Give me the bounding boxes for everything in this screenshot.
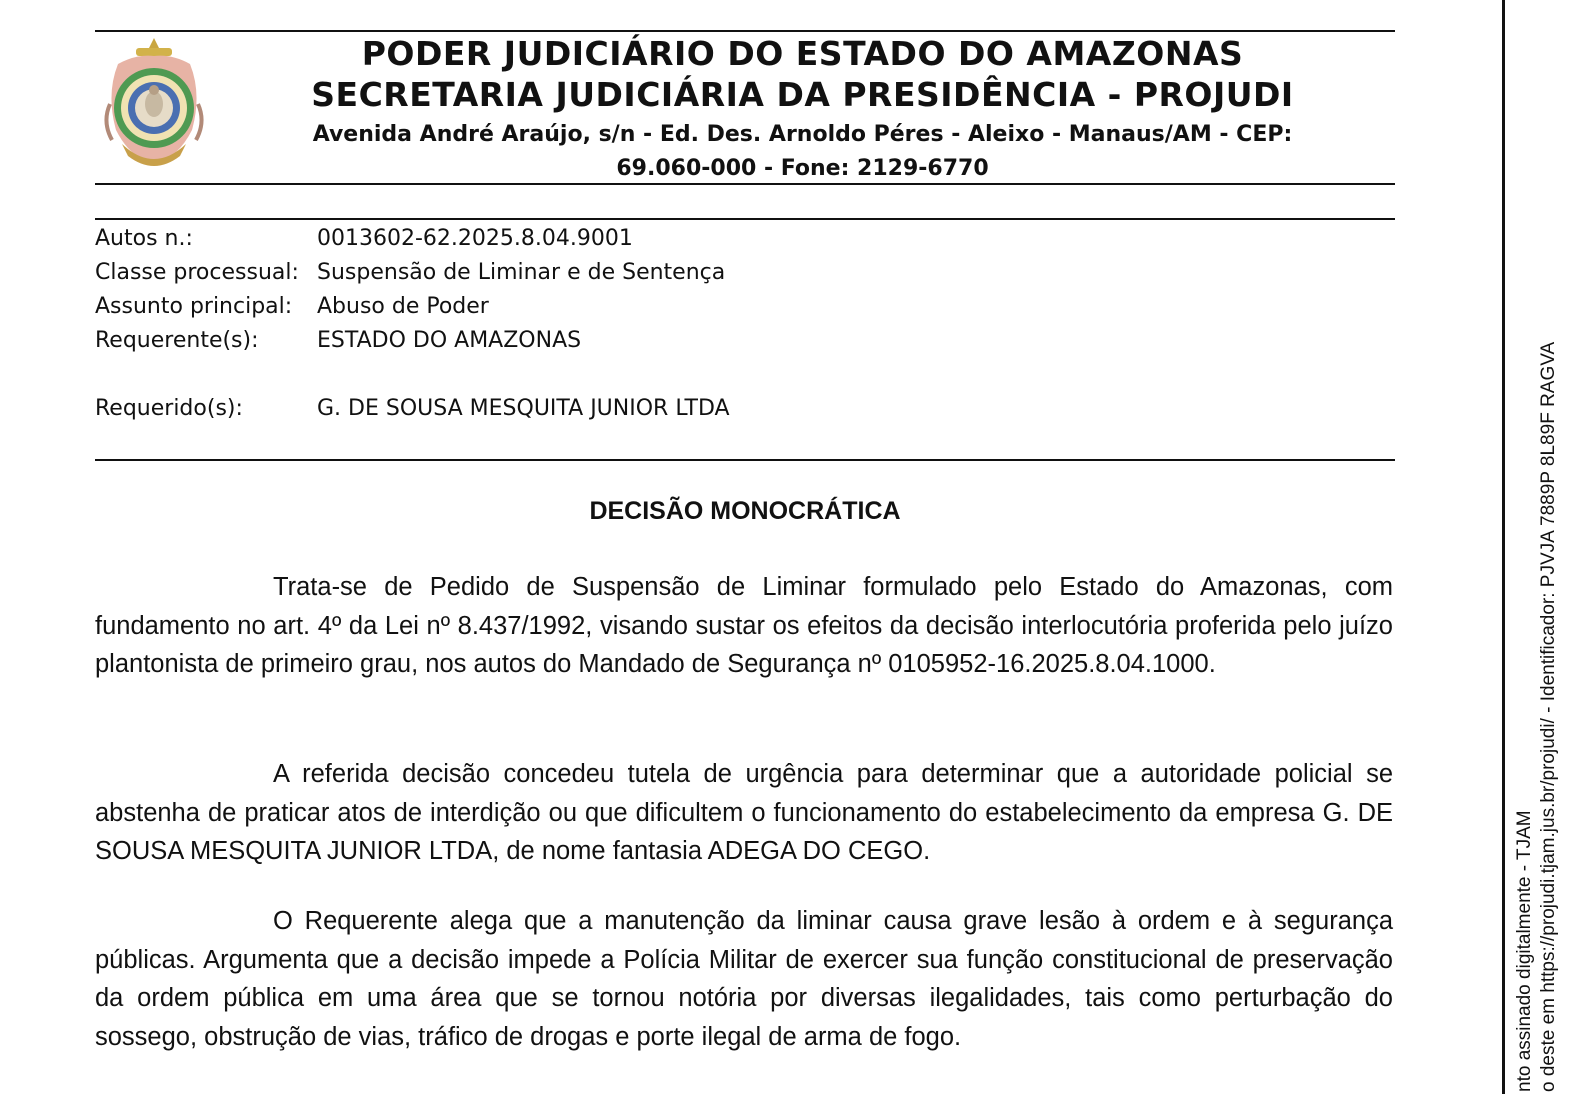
paragraph-1: Trata-se de Pedido de Suspensão de Liminar formulado pelo Estado do Amazonas, com fundamento no art. 4º da Lei nº 8.437/1992, visando sustar os efeitos da decisão interlocutória proferida pelo juízo plantonista de primeiro grau, nos autos do Mandado de Segurança nº 0105952-16.2025.8.04.1000.: [95, 573, 1393, 678]
court-seal-icon: [100, 34, 208, 176]
header-address-line-1: Avenida André Araújo, s/n - Ed. Des. Arnoldo Péres - Aleixo - Manaus/AM - CEP:: [312, 122, 1293, 147]
header-top-rule: [95, 30, 1395, 32]
meta-label: Assunto principal:: [95, 294, 293, 319]
meta-value: 0013602-62.2025.8.04.9001: [317, 226, 633, 251]
paragraph-2: A referida decisão concedeu tutela de urgência para determinar que a autoridade policial se abstenha de praticar atos de interdição ou que dificultem o funcionamento do estabelecimento da empresa G. DE SOUSA MESQUITA JUNIOR LTDA, de nome fantasia ADEGA DO CEGO.: [95, 760, 1393, 865]
header-title-line-2: SECRETARIA JUDICIÁRIA DA PRESIDÊNCIA - PROJUDI: [311, 75, 1294, 114]
meta-value: G. DE SOUSA MESQUITA JUNIOR LTDA: [317, 396, 730, 421]
meta-label: Requerido(s):: [95, 396, 243, 421]
signature-strip-border: [1502, 0, 1505, 1094]
header-address: [210, 118, 1395, 186]
meta-value: ESTADO DO AMAZONAS: [317, 328, 582, 353]
meta-top-rule: [95, 218, 1395, 220]
meta-value: Suspensão de Liminar e de Sentença: [317, 260, 726, 285]
meta-value: Abuso de Poder: [317, 294, 489, 319]
signature-digital-text: nto assinado digitalmente - TJAM: [1514, 810, 1535, 1092]
meta-label: Autos n.:: [95, 226, 193, 251]
signature-verification-text: o deste em https://projudi.tjam.jus.br/projudi/ - Identificador: PJVJA 7889P 8L89F RAGVA: [1538, 341, 1559, 1092]
header-address-line-2: 69.060-000 - Fone: 2129-6770: [616, 156, 989, 181]
meta-label: Classe processual:: [95, 260, 299, 285]
document-title: DECISÃO MONOCRÁTICA: [589, 497, 901, 525]
paragraph-3: O Requerente alega que a manutenção da liminar causa grave lesão à ordem e à segurança públicas. Argumenta que a decisão impede a Polícia Militar de exercer sua função constitucional de preservação da ordem pública em uma área que se tornou notória por diversas ilegalidades, tais como perturbação do sossego, obstrução de vias, tráfico de drogas e porte ilegal de arma de fogo.: [95, 907, 1393, 1051]
header-title-line-1: PODER JUDICIÁRIO DO ESTADO DO AMAZONAS: [361, 34, 1244, 73]
meta-bottom-rule: [95, 459, 1395, 461]
meta-label: Requerente(s):: [95, 328, 259, 353]
